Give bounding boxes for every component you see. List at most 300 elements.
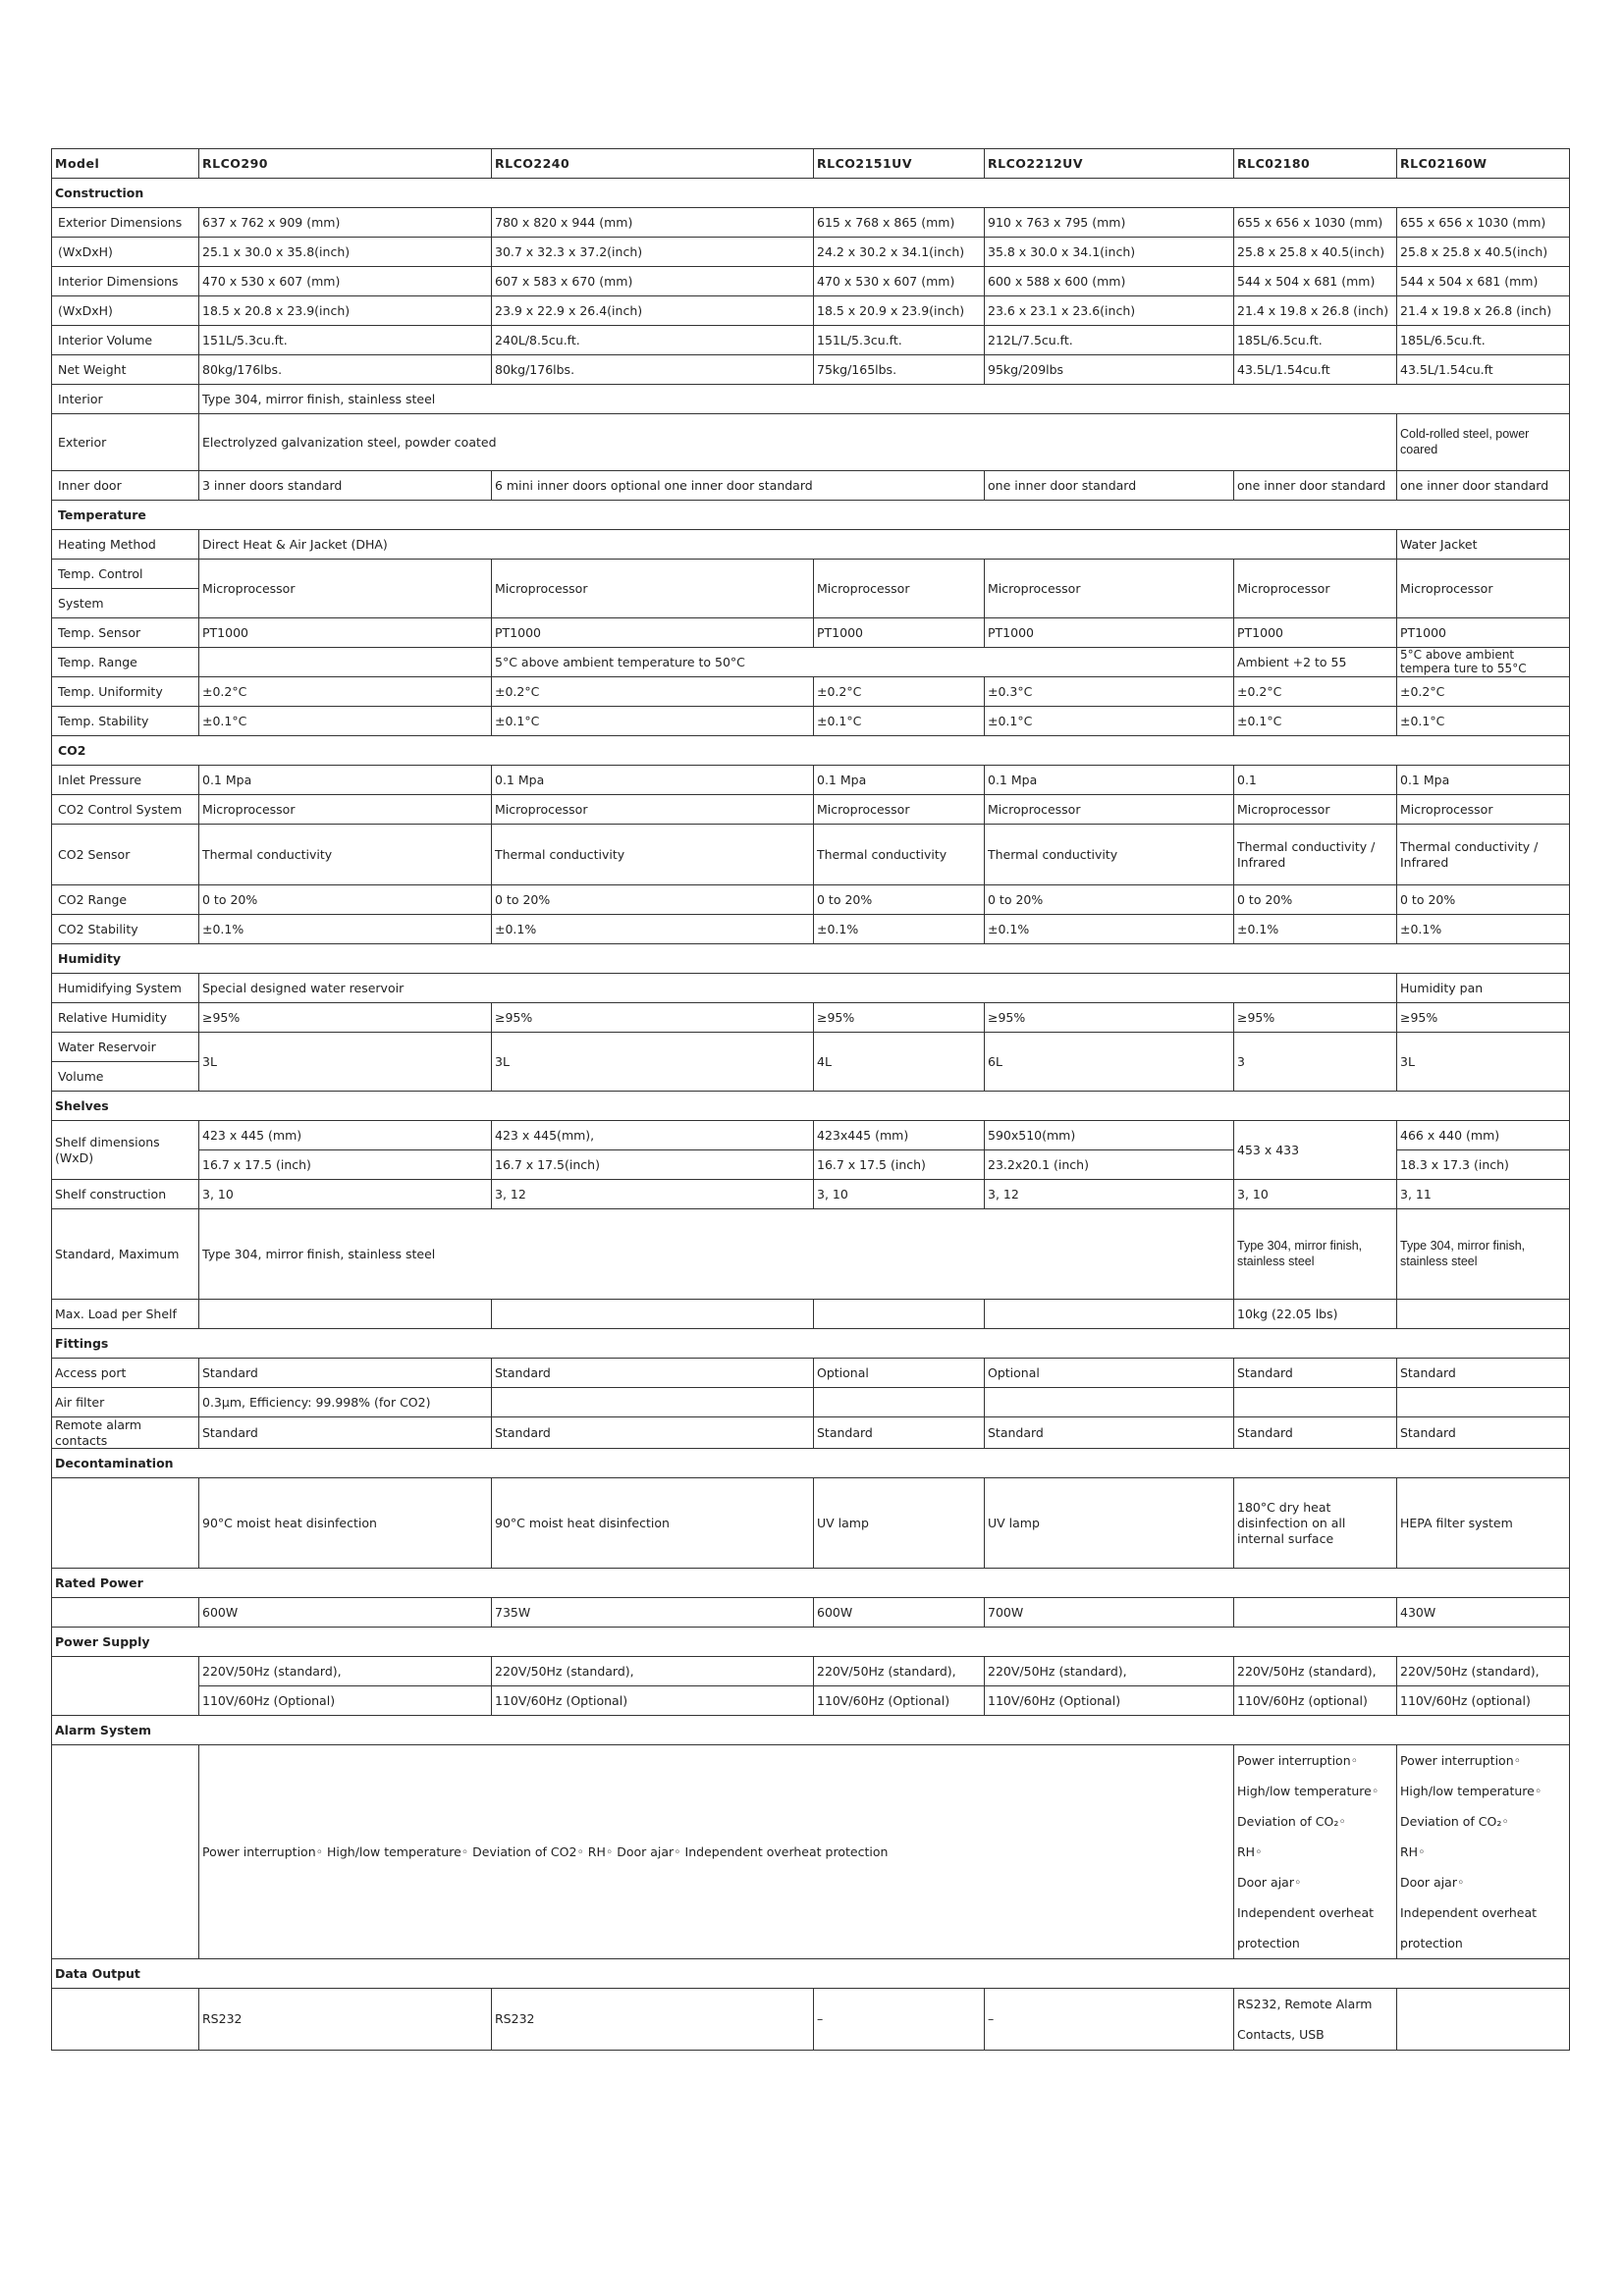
table-cell: 220V/50Hz (standard),	[985, 1657, 1234, 1686]
table-cell: ±0.1°C	[199, 707, 492, 736]
spec-table	[51, 148, 1570, 2051]
section-title: Shelves	[52, 1092, 1570, 1121]
table-cell: 0.3μm, Efficiency: 99.998% (for CO2)	[199, 1388, 492, 1417]
model-label: Model	[52, 149, 199, 179]
table-cell: 151L/5.3cu.ft.	[814, 326, 985, 355]
table-cell: 180°C dry heat disinfection on all internal surface	[1234, 1478, 1397, 1569]
table-row	[52, 1657, 1570, 1686]
table-cell: ±0.1%	[492, 915, 814, 944]
table-cell: 220V/50Hz (standard),	[1397, 1657, 1570, 1686]
table-cell: 4L	[814, 1033, 985, 1092]
alarm-item: Deviation of CO₂◦	[1400, 1814, 1509, 1830]
table-row	[52, 885, 1570, 915]
table-cell: Standard	[1397, 1359, 1570, 1388]
table-cell: RS232	[492, 1989, 814, 2051]
table-cell: 75kg/165lbs.	[814, 355, 985, 385]
table-cell: Microprocessor	[814, 795, 985, 825]
row-label: Remote alarm contacts	[52, 1417, 199, 1449]
alarm-item: Door ajar◦	[1237, 1875, 1302, 1891]
table-row	[52, 414, 1570, 471]
alarm-item: Power interruption◦	[1400, 1753, 1521, 1769]
table-cell: 3, 10	[814, 1180, 985, 1209]
table-cell: PT1000	[199, 618, 492, 648]
table-cell: Microprocessor	[1397, 795, 1570, 825]
row-label: Net Weight	[52, 355, 199, 385]
table-cell: 110V/60Hz (optional)	[1397, 1686, 1570, 1716]
table-row	[52, 471, 1570, 501]
alarm-item: Door ajar◦	[1400, 1875, 1465, 1891]
table-cell: 0.1 Mpa	[814, 766, 985, 795]
table-row	[52, 974, 1570, 1003]
table-row	[52, 1745, 1570, 1959]
section-title: Power Supply	[52, 1628, 1570, 1657]
section-header	[52, 1092, 1570, 1121]
table-cell: Thermal conductivity	[814, 825, 985, 885]
section-title: Construction	[52, 179, 1570, 208]
table-cell: 423 x 445 (mm)	[199, 1121, 492, 1150]
table-cell: 3, 12	[492, 1180, 814, 1209]
table-cell: Microprocessor	[199, 795, 492, 825]
row-label: Relative Humidity	[52, 1003, 199, 1033]
table-cell: 423x445 (mm)	[814, 1121, 985, 1150]
section-header	[52, 501, 1570, 530]
section-header	[52, 1628, 1570, 1657]
table-cell: 18.5 x 20.9 x 23.9(inch)	[814, 296, 985, 326]
table-cell: 470 x 530 x 607 (mm)	[814, 267, 985, 296]
row-label	[52, 1598, 199, 1628]
row-label: Exterior Dimensions	[52, 208, 199, 238]
table-row	[52, 1686, 1570, 1716]
table-cell: 0.1	[1234, 766, 1397, 795]
table-cell: 615 x 768 x 865 (mm)	[814, 208, 985, 238]
table-cell: 240L/8.5cu.ft.	[492, 326, 814, 355]
table-cell: ±0.2°C	[1397, 677, 1570, 707]
section-title: Data Output	[52, 1959, 1570, 1989]
table-cell: 25.8 x 25.8 x 40.5(inch)	[1397, 238, 1570, 267]
table-row	[52, 618, 1570, 648]
table-cell: 423 x 445(mm),	[492, 1121, 814, 1150]
table-cell: ±0.1%	[1234, 915, 1397, 944]
model-name: RLCO290	[199, 149, 492, 179]
table-cell: 18.3 x 17.3 (inch)	[1397, 1150, 1570, 1180]
table-cell: ±0.2°C	[492, 677, 814, 707]
table-cell: 0 to 20%	[492, 885, 814, 915]
table-row	[52, 1989, 1570, 2051]
table-cell: Power interruption◦ High/low temperature◦ Deviation of CO2◦ RH◦ Door ajar◦ Independent overheat protection	[199, 1745, 1234, 1959]
row-label: Water Reservoir	[52, 1033, 199, 1062]
table-cell: ≥95%	[985, 1003, 1234, 1033]
table-cell: 220V/50Hz (standard),	[1234, 1657, 1397, 1686]
table-cell: Cold-rolled steel, power coared	[1397, 414, 1570, 471]
model-name: RLCO2240	[492, 149, 814, 179]
row-label: Inlet Pressure	[52, 766, 199, 795]
section-header	[52, 736, 1570, 766]
table-row	[52, 326, 1570, 355]
table-cell	[1397, 1300, 1570, 1329]
table-cell: PT1000	[985, 618, 1234, 648]
section-title: Decontamination	[52, 1449, 1570, 1478]
row-label: Max. Load per Shelf	[52, 1300, 199, 1329]
table-row	[52, 1121, 1570, 1150]
table-cell: ≥95%	[814, 1003, 985, 1033]
table-cell: 780 x 820 x 944 (mm)	[492, 208, 814, 238]
table-cell: Thermal conductivity	[199, 825, 492, 885]
table-cell: 110V/60Hz (optional)	[1234, 1686, 1397, 1716]
table-row	[52, 560, 1570, 589]
row-label: Access port	[52, 1359, 199, 1388]
table-cell: Microprocessor	[1234, 795, 1397, 825]
table-cell	[814, 1388, 985, 1417]
table-cell: 110V/60Hz (Optional)	[985, 1686, 1234, 1716]
row-label: Temp. Stability	[52, 707, 199, 736]
table-cell: 16.7 x 17.5 (inch)	[814, 1150, 985, 1180]
table-cell: 43.5L/1.54cu.ft	[1234, 355, 1397, 385]
alarm-item: protection	[1237, 1936, 1300, 1951]
table-cell: ≥95%	[1234, 1003, 1397, 1033]
table-cell: Type 304, mirror finish, stainless steel	[199, 385, 1570, 414]
table-cell: 24.2 x 30.2 x 34.1(inch)	[814, 238, 985, 267]
table-cell: Microprocessor	[1397, 560, 1570, 618]
table-cell: 23.9 x 22.9 x 26.4(inch)	[492, 296, 814, 326]
row-label	[52, 1745, 199, 1959]
table-row	[52, 1003, 1570, 1033]
row-label: Temp. Sensor	[52, 618, 199, 648]
table-cell	[492, 1300, 814, 1329]
table-cell: Optional	[985, 1359, 1234, 1388]
table-cell: Optional	[814, 1359, 985, 1388]
table-cell: 0.1 Mpa	[199, 766, 492, 795]
row-label: Temp. Control	[52, 560, 199, 589]
table-row	[52, 1033, 1570, 1062]
table-cell: Humidity pan	[1397, 974, 1570, 1003]
table-cell: 220V/50Hz (standard),	[199, 1657, 492, 1686]
row-label: CO2 Control System	[52, 795, 199, 825]
table-cell: HEPA filter system	[1397, 1478, 1570, 1569]
table-cell: 25.1 x 30.0 x 35.8(inch)	[199, 238, 492, 267]
section-header	[52, 1959, 1570, 1989]
table-cell: 544 x 504 x 681 (mm)	[1397, 267, 1570, 296]
table-cell: 910 x 763 x 795 (mm)	[985, 208, 1234, 238]
section-title: Temperature	[52, 501, 1570, 530]
table-cell: 23.2x20.1 (inch)	[985, 1150, 1234, 1180]
table-cell: 21.4 x 19.8 x 26.8 (inch)	[1397, 296, 1570, 326]
section-header	[52, 179, 1570, 208]
table-cell: 21.4 x 19.8 x 26.8 (inch)	[1234, 296, 1397, 326]
row-label: Interior Volume	[52, 326, 199, 355]
section-header	[52, 1449, 1570, 1478]
table-row	[52, 385, 1570, 414]
alarm-item: Power interruption◦	[1237, 1753, 1358, 1769]
model-name: RLC02160W	[1397, 149, 1570, 179]
table-cell: Standard	[1234, 1359, 1397, 1388]
table-row	[52, 238, 1570, 267]
table-cell: 466 x 440 (mm)	[1397, 1121, 1570, 1150]
table-cell: 590x510(mm)	[985, 1121, 1234, 1150]
table-cell: 10kg (22.05 lbs)	[1234, 1300, 1397, 1329]
row-label: Humidifying System	[52, 974, 199, 1003]
table-cell: PT1000	[1397, 618, 1570, 648]
table-row	[52, 915, 1570, 944]
alarm-item: Independent overheat	[1237, 1905, 1375, 1921]
model-name: RLCO2151UV	[814, 149, 985, 179]
table-cell: 3 inner doors standard	[199, 471, 492, 501]
row-label: Heating Method	[52, 530, 199, 560]
table-cell: 700W	[985, 1598, 1234, 1628]
table-cell: PT1000	[814, 618, 985, 648]
table-cell	[814, 1300, 985, 1329]
table-row	[52, 648, 1570, 677]
alarm-item: protection	[1400, 1936, 1463, 1951]
table-cell: Microprocessor	[985, 795, 1234, 825]
row-label	[52, 1657, 199, 1716]
row-label: Standard, Maximum	[52, 1209, 199, 1300]
table-cell: 600W	[199, 1598, 492, 1628]
table-cell: one inner door standard	[985, 471, 1234, 501]
table-cell: 607 x 583 x 670 (mm)	[492, 267, 814, 296]
row-label: Shelf dimensions (WxD)	[52, 1121, 199, 1180]
table-cell: ≥95%	[492, 1003, 814, 1033]
table-cell	[985, 1388, 1234, 1417]
table-cell: Thermal conductivity	[985, 825, 1234, 885]
table-cell: 16.7 x 17.5 (inch)	[199, 1150, 492, 1180]
alarm-item: High/low temperature◦	[1237, 1784, 1380, 1799]
table-cell	[492, 1388, 814, 1417]
table-cell: 3L	[1397, 1033, 1570, 1092]
section-header	[52, 944, 1570, 974]
table-cell: 5°C above ambient temperature to 50°C	[492, 648, 1234, 677]
data-output-cell	[1234, 1989, 1397, 2051]
table-cell: 637 x 762 x 909 (mm)	[199, 208, 492, 238]
row-label: Shelf construction	[52, 1180, 199, 1209]
table-cell: one inner door standard	[1234, 471, 1397, 501]
table-cell: 3, 11	[1397, 1180, 1570, 1209]
table-row	[52, 795, 1570, 825]
table-cell: ±0.2°C	[199, 677, 492, 707]
row-label: CO2 Sensor	[52, 825, 199, 885]
table-cell: 544 x 504 x 681 (mm)	[1234, 267, 1397, 296]
table-cell: 110V/60Hz (Optional)	[199, 1686, 492, 1716]
alarm-item: High/low temperature◦	[1400, 1784, 1542, 1799]
model-name: RLCO2212UV	[985, 149, 1234, 179]
table-cell: 453 x 433	[1234, 1121, 1397, 1180]
row-label: CO2 Range	[52, 885, 199, 915]
table-cell: 90°C moist heat disinfection	[199, 1478, 492, 1569]
table-cell: 3	[1234, 1033, 1397, 1092]
table-cell: ±0.1°C	[814, 707, 985, 736]
row-label: Interior	[52, 385, 199, 414]
section-title: Alarm System	[52, 1716, 1570, 1745]
table-row	[52, 707, 1570, 736]
row-label: Inner door	[52, 471, 199, 501]
table-cell	[1397, 1388, 1570, 1417]
table-cell: 3L	[492, 1033, 814, 1092]
table-cell: Standard	[492, 1417, 814, 1449]
row-label	[52, 1989, 199, 2051]
table-cell: RS232	[199, 1989, 492, 2051]
table-cell: 110V/60Hz (Optional)	[814, 1686, 985, 1716]
table-cell: ±0.3°C	[985, 677, 1234, 707]
table-cell: 90°C moist heat disinfection	[492, 1478, 814, 1569]
table-cell: ≥95%	[1397, 1003, 1570, 1033]
table-cell: 185L/6.5cu.ft.	[1234, 326, 1397, 355]
model-name: RLC02180	[1234, 149, 1397, 179]
table-cell: Microprocessor	[199, 560, 492, 618]
table-row	[52, 296, 1570, 326]
table-cell: PT1000	[492, 618, 814, 648]
table-cell: Type 304, mirror finish, stainless steel	[199, 1209, 1234, 1300]
table-cell: ±0.1°C	[1234, 707, 1397, 736]
table-cell: 43.5L/1.54cu.ft	[1397, 355, 1570, 385]
table-cell: –	[985, 1989, 1234, 2051]
section-title: Humidity	[52, 944, 1570, 974]
section-header	[52, 1716, 1570, 1745]
table-cell: Microprocessor	[1234, 560, 1397, 618]
table-cell: Standard	[814, 1417, 985, 1449]
table-cell: 110V/60Hz (Optional)	[492, 1686, 814, 1716]
table-cell: Microprocessor	[985, 560, 1234, 618]
table-cell: ±0.1%	[1397, 915, 1570, 944]
table-cell: UV lamp	[985, 1478, 1234, 1569]
table-cell: 0 to 20%	[814, 885, 985, 915]
table-cell: Microprocessor	[492, 560, 814, 618]
table-cell: 0 to 20%	[1397, 885, 1570, 915]
table-cell: Standard	[1234, 1417, 1397, 1449]
table-cell: –	[814, 1989, 985, 2051]
table-row	[52, 1417, 1570, 1449]
table-cell	[199, 1300, 492, 1329]
table-row	[52, 1209, 1570, 1300]
alarm-item: RH◦	[1400, 1844, 1426, 1860]
alarm-item: Independent overheat	[1400, 1905, 1538, 1921]
table-cell: ±0.1%	[199, 915, 492, 944]
section-title: Fittings	[52, 1329, 1570, 1359]
table-cell: Type 304, mirror finish, stainless steel	[1397, 1209, 1570, 1300]
table-cell: 735W	[492, 1598, 814, 1628]
table-cell: ±0.1°C	[492, 707, 814, 736]
table-cell: Microprocessor	[492, 795, 814, 825]
table-cell: 220V/50Hz (standard),	[814, 1657, 985, 1686]
table-cell: ±0.1%	[985, 915, 1234, 944]
row-label: Air filter	[52, 1388, 199, 1417]
row-label: Interior Dimensions	[52, 267, 199, 296]
table-cell: ≥95%	[199, 1003, 492, 1033]
table-cell: Thermal conductivity / Infrared	[1397, 825, 1570, 885]
alarm-list	[1234, 1745, 1397, 1959]
table-cell: 25.8 x 25.8 x 40.5(inch)	[1234, 238, 1397, 267]
table-cell: ±0.1%	[814, 915, 985, 944]
table-row	[52, 530, 1570, 560]
table-cell: 95kg/209lbs	[985, 355, 1234, 385]
table-cell: 212L/7.5cu.ft.	[985, 326, 1234, 355]
section-header	[52, 1569, 1570, 1598]
table-cell: 0.1 Mpa	[985, 766, 1234, 795]
row-label: Temp. Range	[52, 648, 199, 677]
table-cell: 430W	[1397, 1598, 1570, 1628]
table-row	[52, 1598, 1570, 1628]
table-cell: Thermal conductivity	[492, 825, 814, 885]
table-cell: 3, 10	[199, 1180, 492, 1209]
table-cell: UV lamp	[814, 1478, 985, 1569]
alarm-list	[1397, 1745, 1570, 1959]
table-cell: Microprocessor	[814, 560, 985, 618]
table-cell: 655 x 656 x 1030 (mm)	[1397, 208, 1570, 238]
table-cell: 5°C above ambient tempera ture to 55°C	[1397, 648, 1570, 677]
data-output-line: RS232, Remote Alarm	[1237, 1997, 1373, 2012]
table-cell: 6L	[985, 1033, 1234, 1092]
table-cell: 470 x 530 x 607 (mm)	[199, 267, 492, 296]
table-cell: 3, 12	[985, 1180, 1234, 1209]
table-cell: 655 x 656 x 1030 (mm)	[1234, 208, 1397, 238]
table-cell: Water Jacket	[1397, 530, 1570, 560]
table-cell: Type 304, mirror finish, stainless steel	[1234, 1209, 1397, 1300]
table-row	[52, 355, 1570, 385]
table-cell: Thermal conductivity / Infrared	[1234, 825, 1397, 885]
table-cell: 35.8 x 30.0 x 34.1(inch)	[985, 238, 1234, 267]
table-cell: Special designed water reservoir	[199, 974, 1397, 1003]
row-label: Volume	[52, 1062, 199, 1092]
data-output-line: Contacts, USB	[1237, 2027, 1325, 2043]
table-cell: Electrolyzed galvanization steel, powder coated	[199, 414, 1397, 471]
table-cell: 80kg/176lbs.	[199, 355, 492, 385]
table-row	[52, 1180, 1570, 1209]
table-row	[52, 1478, 1570, 1569]
table-cell: 151L/5.3cu.ft.	[199, 326, 492, 355]
table-row	[52, 267, 1570, 296]
table-row	[52, 1359, 1570, 1388]
table-cell	[1234, 1388, 1397, 1417]
table-cell: Ambient +2 to 55	[1234, 648, 1397, 677]
table-cell: PT1000	[1234, 618, 1397, 648]
table-row	[52, 766, 1570, 795]
row-label: CO2 Stability	[52, 915, 199, 944]
table-cell: 0 to 20%	[985, 885, 1234, 915]
table-cell: 185L/6.5cu.ft.	[1397, 326, 1570, 355]
table-cell	[1397, 1989, 1570, 2051]
alarm-item: RH◦	[1237, 1844, 1263, 1860]
row-label: Exterior	[52, 414, 199, 471]
table-cell: 0 to 20%	[1234, 885, 1397, 915]
row-label: Temp. Uniformity	[52, 677, 199, 707]
table-cell: 18.5 x 20.8 x 23.9(inch)	[199, 296, 492, 326]
table-cell: 220V/50Hz (standard),	[492, 1657, 814, 1686]
table-cell: ±0.1°C	[1397, 707, 1570, 736]
table-cell: 80kg/176lbs.	[492, 355, 814, 385]
section-title: CO2	[52, 736, 1570, 766]
section-header	[52, 1329, 1570, 1359]
table-cell: Standard	[985, 1417, 1234, 1449]
alarm-item: Deviation of CO₂◦	[1237, 1814, 1346, 1830]
table-cell: 30.7 x 32.3 x 37.2(inch)	[492, 238, 814, 267]
table-row	[52, 677, 1570, 707]
table-cell: 600 x 588 x 600 (mm)	[985, 267, 1234, 296]
table-row	[52, 1388, 1570, 1417]
table-cell: 6 mini inner doors optional one inner door standard	[492, 471, 985, 501]
table-row	[52, 208, 1570, 238]
table-cell	[985, 1300, 1234, 1329]
table-cell: ±0.1°C	[985, 707, 1234, 736]
table-cell: 23.6 x 23.1 x 23.6(inch)	[985, 296, 1234, 326]
table-cell	[1234, 1598, 1397, 1628]
table-cell: 16.7 x 17.5(inch)	[492, 1150, 814, 1180]
table-row	[52, 1300, 1570, 1329]
table-cell: Standard	[199, 1417, 492, 1449]
table-cell: ±0.2°C	[814, 677, 985, 707]
row-label: (WxDxH)	[52, 238, 199, 267]
table-cell: 3L	[199, 1033, 492, 1092]
table-cell: Standard	[1397, 1417, 1570, 1449]
table-cell	[199, 648, 492, 677]
table-cell: Direct Heat & Air Jacket (DHA)	[199, 530, 1397, 560]
